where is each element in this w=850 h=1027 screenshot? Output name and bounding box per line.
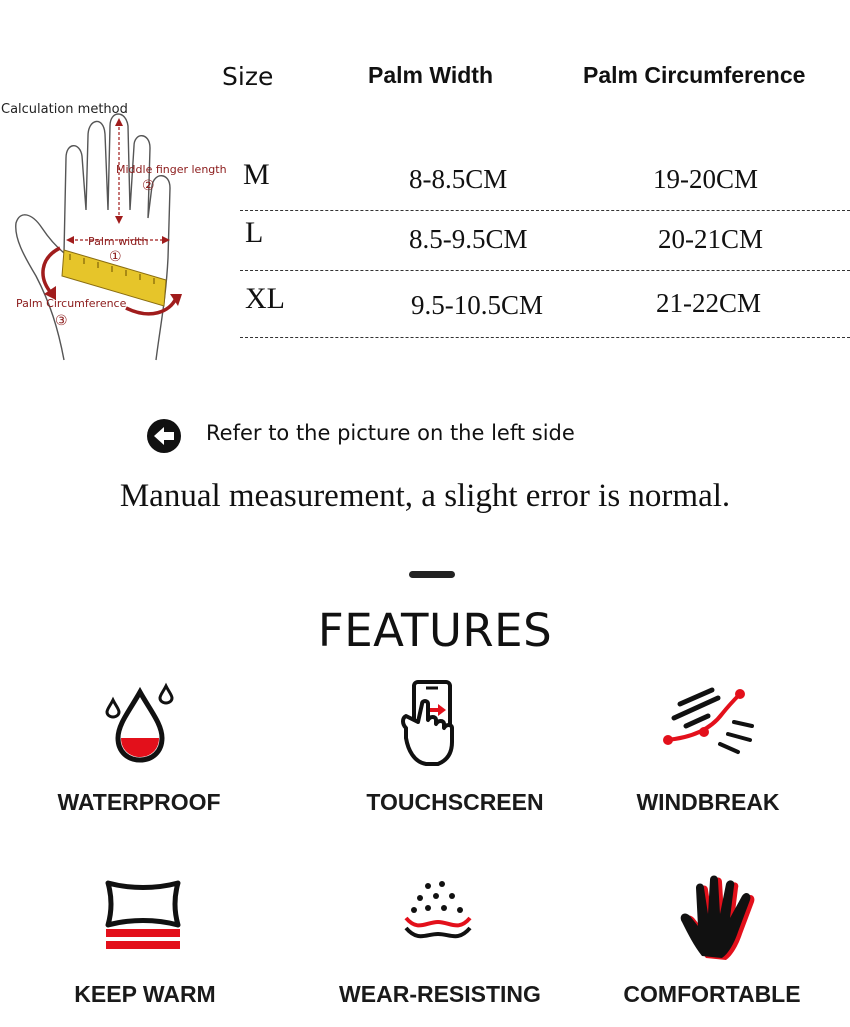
header-palm-width: Palm Width	[368, 62, 494, 88]
row-divider	[240, 270, 850, 271]
palm-width-label: Palm width	[88, 235, 149, 248]
row-l-palm-circumference: 20-21CM	[658, 224, 764, 254]
header-size: Size	[222, 62, 274, 91]
feature-label-waterproof: WATERPROOF	[57, 789, 221, 815]
pillow-warm-icon	[100, 877, 186, 953]
middle-finger-number: ②	[142, 178, 155, 194]
row-divider	[240, 337, 850, 338]
row-m-size: M	[243, 158, 270, 191]
feature-label-touchscreen: TOUCHSCREEN	[366, 789, 544, 815]
touchscreen-hand-icon	[398, 676, 468, 768]
palm-circumference-label: Palm Circumference	[16, 297, 127, 310]
reference-text: Refer to the picture on the left side	[206, 421, 575, 445]
feature-label-comfortable: COMFORTABLE	[623, 981, 801, 1007]
feature-label-windbreak: WINDBREAK	[636, 789, 780, 815]
features-title: FEATURES	[317, 604, 553, 657]
palm-width-number: ①	[109, 249, 122, 265]
wear-resisting-icon	[398, 878, 478, 950]
row-l-size: L	[245, 216, 264, 249]
row-l-palm-width: 8.5-9.5CM	[409, 224, 528, 254]
row-xl-size: XL	[245, 282, 285, 315]
section-divider-bar	[409, 571, 455, 578]
arrow-left-circle-icon	[146, 418, 182, 454]
palm-circumference-number: ③	[55, 313, 68, 329]
calculation-method-label: Calculation method	[1, 102, 128, 117]
water-drop-icon	[100, 680, 180, 764]
measurement-note: Manual measurement, a slight error is normal.	[119, 478, 731, 514]
row-xl-palm-width: 9.5-10.5CM	[411, 290, 544, 320]
middle-finger-length-label: Middle finger length	[116, 163, 227, 176]
row-m-palm-circumference: 19-20CM	[653, 164, 759, 194]
hand-measurement-illustration	[0, 98, 228, 368]
row-xl-palm-circumference: 21-22CM	[656, 288, 762, 318]
glove-hand-icon	[676, 870, 766, 962]
feature-label-wear-resisting: WEAR-RESISTING	[339, 981, 541, 1007]
wind-icon	[660, 686, 760, 756]
feature-label-keep-warm: KEEP WARM	[74, 981, 216, 1007]
row-m-palm-width: 8-8.5CM	[409, 164, 508, 194]
header-palm-circumference: Palm Circumference	[583, 62, 806, 88]
row-divider	[240, 210, 850, 211]
